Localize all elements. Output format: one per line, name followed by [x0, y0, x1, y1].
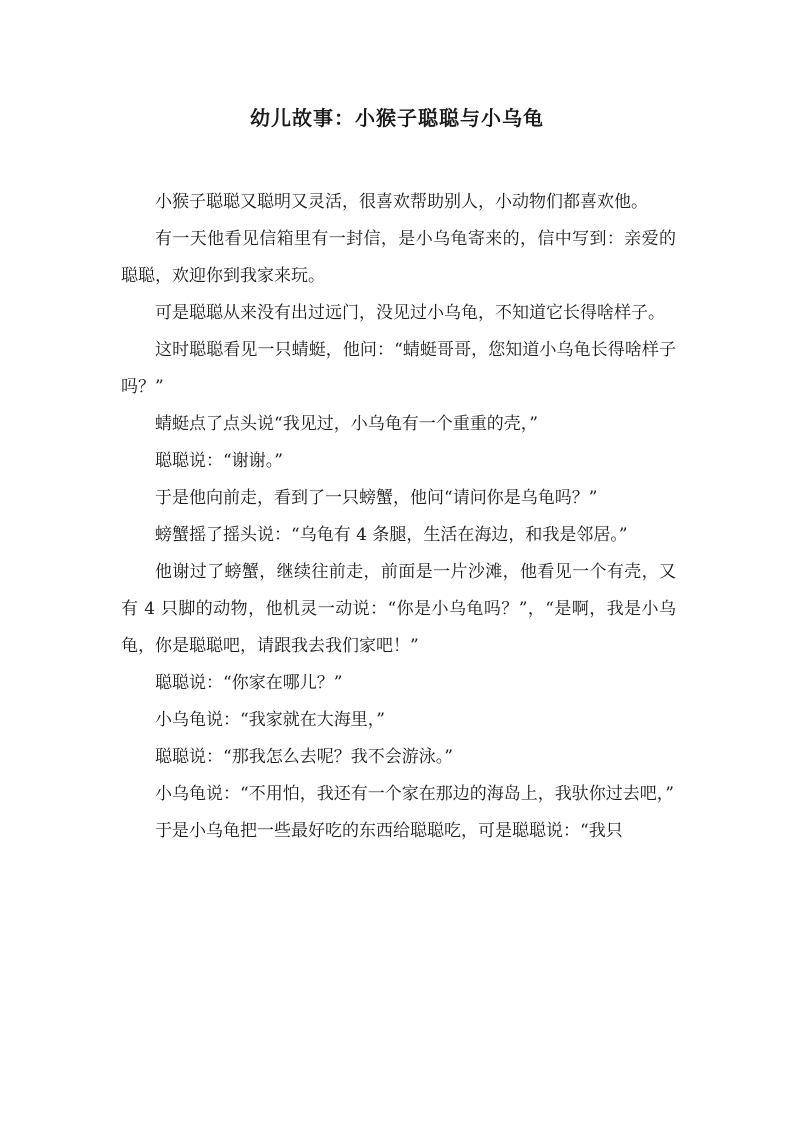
paragraph: 这时聪聪看见一只蜻蜓，他问：“蜻蜓哥哥，您知道小乌龟长得啥样子吗？”: [121, 340, 676, 397]
paragraph: 可是聪聪从来没有出过远门，没见过小乌龟，不知道它长得啥样子。: [155, 303, 665, 323]
paragraph: 他谢过了螃蟹，继续往前走，前面是一片沙滩，他看见一个有壳，又有 4 只脚的动物，他机灵一动说：“你是小乌龟吗？”，“是啊，我是小乌龟，你是聪聪吧，请跟我去我们家吧！”: [121, 562, 676, 656]
paragraph: 蜻蜓点了点头说“我见过，小乌龟有一个重重的壳，”: [155, 414, 538, 434]
paragraph: 有一天他看见信箱里有一封信，是小乌龟寄来的，信中写到：亲爱的聪聪，欢迎你到我家来玩。: [121, 229, 676, 286]
paragraph: 聪聪说：“你家在哪儿？”: [155, 673, 343, 693]
paragraph: 小乌龟说：“不用怕，我还有一个家在那边的海岛上，我驮你过去吧，”: [155, 784, 674, 804]
paragraph: 于是他向前走，看到了一只螃蟹，他问“请问你是乌龟吗？”: [155, 488, 598, 508]
paragraph: 于是小乌龟把一些最好吃的东西给聪聪吃，可是聪聪说：“我只: [155, 821, 623, 841]
paragraph: 聪聪说：“谢谢。”: [155, 451, 283, 471]
paragraph: 小猴子聪聪又聪明又灵活，很喜欢帮助别人，小动物们都喜欢他。: [155, 192, 648, 212]
paragraph: 螃蟹摇了摇头说：“乌龟有 4 条腿，生活在海边，和我是邻居。”: [155, 525, 628, 545]
document-title: 幼儿故事：小猴子聪聪与小乌龟: [250, 106, 544, 130]
document-body: [121, 184, 676, 850]
paragraph: 小乌龟说：“我家就在大海里，”: [155, 710, 385, 730]
paragraph: 聪聪说：“那我怎么去呢？我不会游泳。”: [155, 747, 453, 767]
